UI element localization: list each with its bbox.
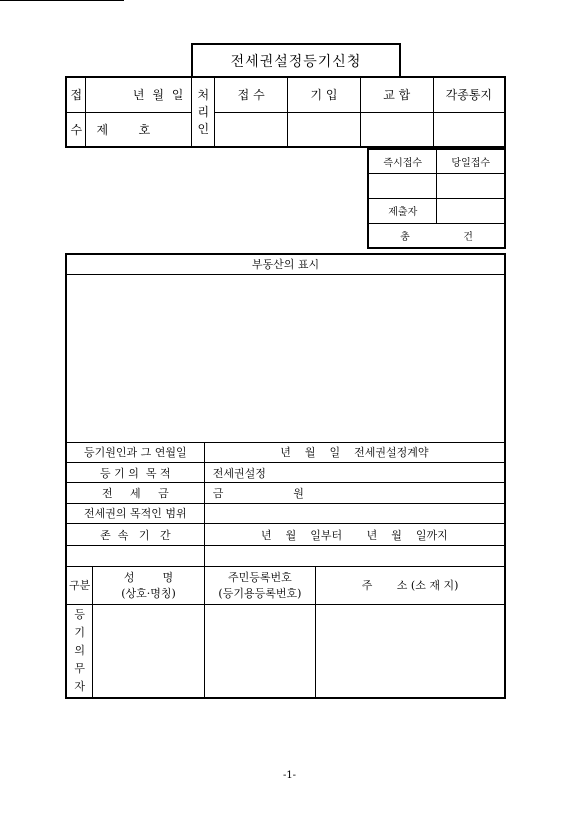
party-id-title: 주민등록번호 bbox=[228, 571, 292, 585]
property-header: 부동산의 표시 bbox=[66, 254, 505, 274]
immediate-label: 즉시접수 bbox=[368, 149, 437, 173]
submitter-cell[interactable] bbox=[437, 198, 505, 223]
row-value-deposit[interactable]: 금 원 bbox=[204, 483, 505, 503]
cell-entry[interactable] bbox=[288, 112, 361, 147]
sameday-cell[interactable] bbox=[437, 173, 505, 198]
reception-label-top: 접 bbox=[66, 77, 86, 112]
cell-receipt[interactable] bbox=[215, 112, 288, 147]
row-label-deposit: 전 세 금 bbox=[66, 483, 204, 503]
obligor-char: 기 bbox=[74, 626, 85, 640]
processor-label: 처 리 인 bbox=[192, 77, 215, 147]
col-entry: 기 입 bbox=[288, 77, 361, 112]
row-label-blank bbox=[66, 546, 204, 566]
col-notice: 각종통지 bbox=[433, 77, 505, 112]
obligor-name-cell[interactable] bbox=[93, 605, 204, 698]
row-value-purpose[interactable]: 전세권설정 bbox=[204, 462, 505, 482]
sameday-label: 당일접수 bbox=[437, 149, 505, 173]
party-id-sub: (등기용등록번호) bbox=[218, 587, 302, 601]
row-value-scope[interactable] bbox=[204, 503, 505, 523]
cell-check[interactable] bbox=[360, 112, 433, 147]
obligor-char: 등 bbox=[74, 608, 85, 622]
row-label-cause: 등기원인과 그 연월일 bbox=[66, 442, 204, 462]
col-receipt: 접 수 bbox=[215, 77, 288, 112]
total-label: 총 bbox=[400, 231, 410, 243]
party-address-header: 주 소 (소 재 지) bbox=[316, 566, 505, 605]
top-rule bbox=[0, 0, 124, 1]
property-description-area[interactable] bbox=[66, 274, 505, 442]
col-check: 교 합 bbox=[360, 77, 433, 112]
obligor-char: 자 bbox=[74, 680, 85, 694]
row-value-cause[interactable]: 년 월 일 전세권설정계약 bbox=[204, 442, 505, 462]
form-title: 전세권설정등기신청 bbox=[191, 43, 401, 76]
reception-number: 제 호 bbox=[86, 112, 192, 147]
reception-label-bottom: 수 bbox=[66, 112, 86, 147]
party-name-sub: (상호·명칭) bbox=[121, 587, 176, 601]
row-label-duration: 존 속 기 간 bbox=[66, 523, 204, 545]
obligor-id-cell[interactable] bbox=[204, 605, 315, 698]
submitter-label: 제출자 bbox=[368, 198, 437, 223]
party-division-header: 구분 bbox=[66, 566, 93, 605]
obligor-char: 무 bbox=[74, 662, 85, 676]
row-label-purpose: 등 기 의 목 적 bbox=[66, 462, 204, 482]
obligor-char: 의 bbox=[74, 644, 85, 658]
row-value-blank[interactable] bbox=[204, 546, 505, 566]
main-table bbox=[65, 253, 506, 699]
total-unit: 건 bbox=[463, 231, 473, 243]
row-value-duration[interactable]: 년 월 일부터 년 월 일까지 bbox=[204, 523, 505, 545]
party-name-title: 성 명 bbox=[123, 571, 174, 585]
party-id-header bbox=[204, 566, 315, 605]
immediate-cell[interactable] bbox=[368, 173, 437, 198]
party-name-header bbox=[93, 566, 204, 605]
obligor-address-cell[interactable] bbox=[316, 605, 505, 698]
row-label-scope: 전세권의 목적인 범위 bbox=[66, 503, 204, 523]
submission-box bbox=[367, 148, 506, 249]
reception-table bbox=[65, 76, 506, 148]
obligor-label bbox=[66, 605, 93, 698]
reception-date: 년 월 일 bbox=[86, 77, 192, 112]
page-number: -1- bbox=[282, 770, 297, 781]
cell-notice[interactable] bbox=[433, 112, 505, 147]
total-row bbox=[368, 223, 505, 248]
